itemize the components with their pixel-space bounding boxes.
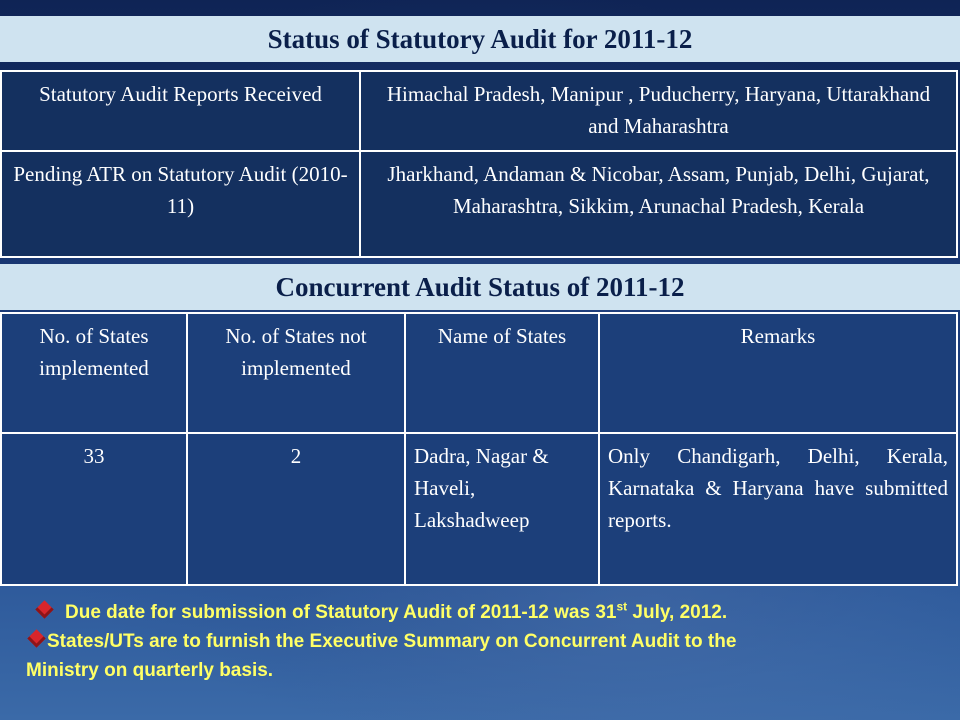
note-executive-summary-continued: [26, 656, 946, 685]
note-text-tail: July, 2012.: [627, 602, 728, 623]
statutory-audit-title: Status of Statutory Audit for 2011-12: [0, 16, 960, 62]
table-cell: Jharkhand, Andaman & Nicobar, Assam, Punjab, Delhi, Gujarat, Maharashtra, Sikkim, Arunachal Pradesh, Kerala: [360, 151, 957, 257]
column-header: No. of States implemented: [1, 313, 187, 433]
table-cell: 2: [187, 433, 405, 585]
note-superscript: st: [616, 599, 628, 614]
notes: [26, 598, 946, 685]
diamond-bullet-icon: [27, 629, 45, 647]
concurrent-audit-title: Concurrent Audit Status of 2011-12: [0, 264, 960, 310]
note-executive-summary: [26, 627, 946, 656]
table-header-row: [1, 313, 957, 433]
note-text: Due date for submission of Statutory Audit of 2011-12 was 31: [65, 602, 617, 623]
column-header: No. of States not implemented: [187, 313, 405, 433]
table-cell: Pending ATR on Statutory Audit (2010-11): [1, 151, 360, 257]
note-due-date: [30, 598, 946, 627]
table-row: [1, 71, 957, 151]
table-cell: Statutory Audit Reports Received: [1, 71, 360, 151]
statutory-audit-table: [0, 70, 958, 258]
table-cell: 33: [1, 433, 187, 585]
table-cell: Dadra, Nagar & Haveli, Lakshadweep: [405, 433, 599, 585]
note-text: States/UTs are to furnish the Executive Summary on Concurrent Audit to the: [47, 631, 737, 652]
diamond-bullet-icon: [35, 600, 53, 618]
table-cell: Himachal Pradesh, Manipur , Puducherry, Haryana, Uttarakhand and Maharashtra: [360, 71, 957, 151]
table-row: [1, 433, 957, 585]
concurrent-audit-table: [0, 312, 958, 586]
table-row: [1, 151, 957, 257]
column-header: Name of States: [405, 313, 599, 433]
table-cell: Only Chandigarh, Delhi, Kerala, Karnataka & Haryana have submitted reports.: [599, 433, 957, 585]
column-header: Remarks: [599, 313, 957, 433]
note-text: Ministry on quarterly basis.: [26, 660, 274, 681]
